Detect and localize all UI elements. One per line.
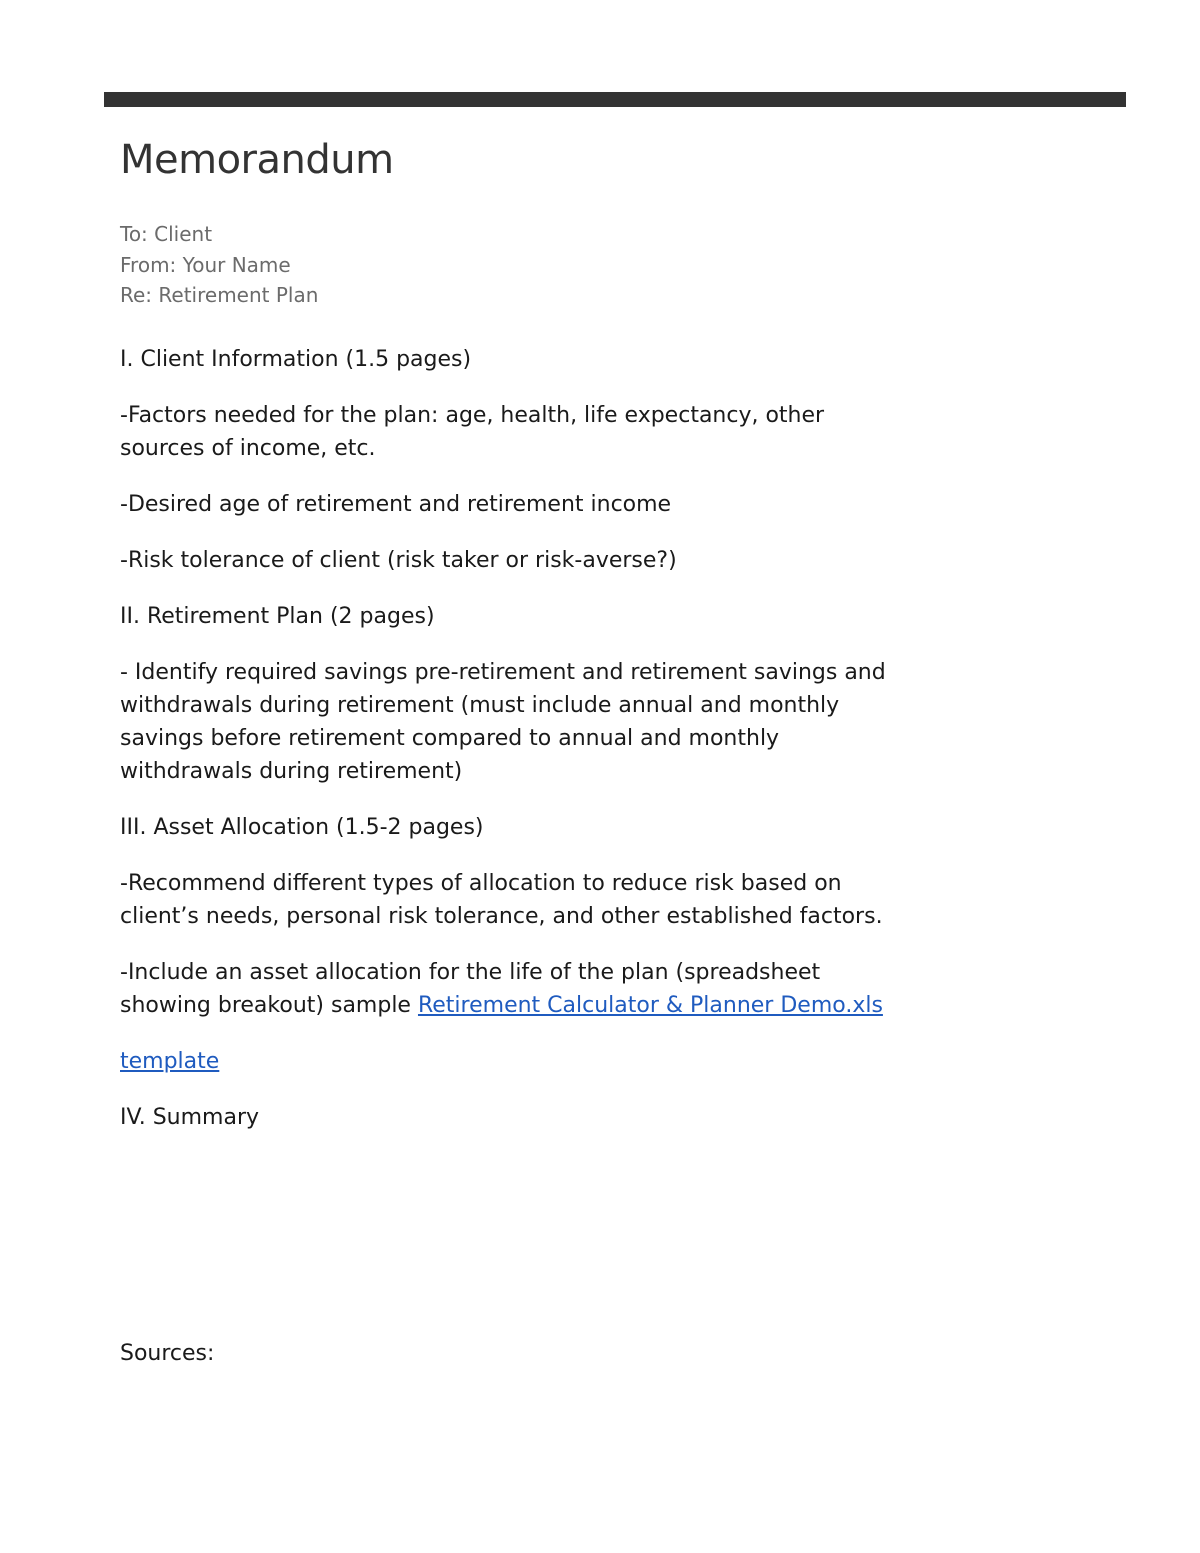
memo-to-line: To: Client (120, 222, 213, 246)
template-link[interactable]: template (120, 1049, 220, 1074)
section-heading-retirement-plan: II. Retirement Plan (2 pages) (120, 604, 435, 629)
desired-retirement-age-paragraph: -Desired age of retirement and retirement income (120, 492, 672, 517)
required-savings-paragraph: - Identify required savings pre-retirement and retirement savings and withdrawals during retirement (must include annual and monthly savings before retirement compared to annual and monthly withdrawals during retirement) (120, 660, 886, 784)
section-heading-summary: IV. Summary (120, 1105, 260, 1130)
asset-allocation-plan-text: -Include an asset allocation for the life of the plan (spreadsheet showing breakout) sample (120, 960, 821, 1018)
memo-body (120, 343, 900, 1157)
section-heading-asset-allocation: III. Asset Allocation (1.5-2 pages) (120, 815, 484, 840)
memo-from-line: From: Your Name (120, 252, 291, 277)
memo-title: Memorandum (120, 137, 394, 183)
retirement-calculator-link[interactable]: Retirement Calculator & Planner Demo.xls (417, 993, 883, 1018)
sources-label: Sources: (120, 1341, 215, 1366)
risk-tolerance-paragraph: -Risk tolerance of client (risk taker or risk-averse?) (120, 548, 677, 573)
memo-re-line: Re: Retirement Plan (120, 283, 319, 307)
section-heading-client-information: I. Client Information (1.5 pages) (120, 347, 472, 372)
recommend-allocation-paragraph: -Recommend different types of allocation to reduce risk based on client’s needs, personal risk tolerance, and other established factors. (120, 871, 883, 929)
template-paragraph (120, 1045, 900, 1078)
asset-allocation-plan-paragraph (120, 956, 900, 1022)
memo-header (120, 219, 318, 311)
top-divider-bar (104, 92, 1126, 107)
client-factors-paragraph: -Factors needed for the plan: age, health, life expectancy, other sources of income, etc. (120, 403, 825, 461)
